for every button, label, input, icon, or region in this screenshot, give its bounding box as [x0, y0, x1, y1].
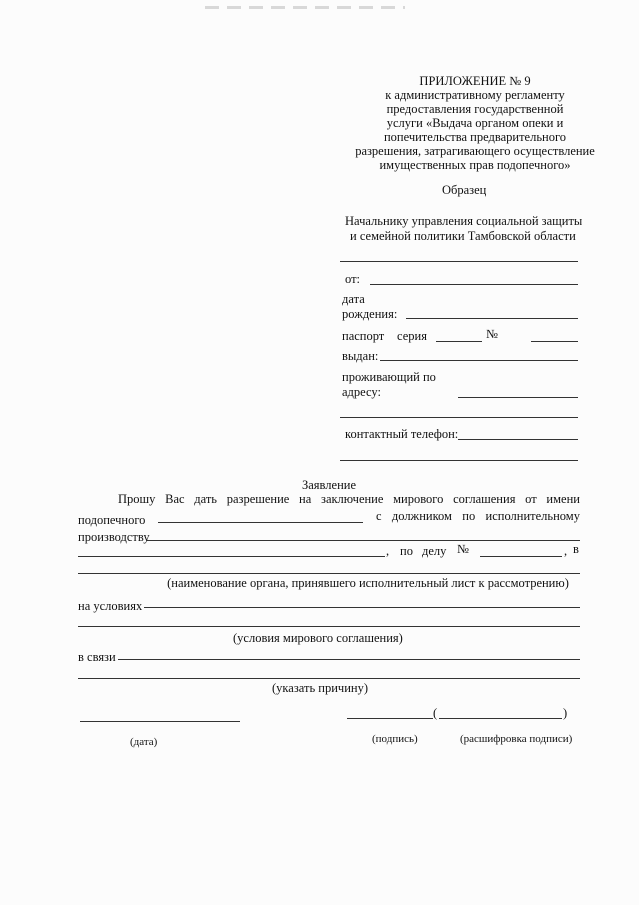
in-label: в — [573, 542, 579, 556]
close-paren: ) — [563, 706, 568, 720]
body-name-hint: (наименование органа, принявшего исполнительный лист к рассмотрению) — [167, 576, 569, 590]
statement-row-1 — [118, 492, 580, 506]
word: исполнительному — [485, 509, 580, 523]
case-number-label: № — [457, 542, 469, 556]
word: на — [299, 492, 312, 506]
date-hint: (дата) — [130, 736, 158, 748]
signature-field[interactable] — [347, 718, 433, 719]
issued-field[interactable] — [380, 360, 578, 361]
ward-field[interactable] — [158, 522, 363, 523]
word: дать — [194, 492, 217, 506]
from-field[interactable] — [370, 284, 578, 285]
appendix-line: услуги «Выдача органом опеки и — [386, 116, 564, 130]
appendix-block — [340, 74, 610, 172]
scan-artifact — [205, 6, 405, 9]
birth-date-label-1: дата — [342, 292, 365, 306]
signature-decoding-field[interactable] — [439, 718, 562, 719]
residing-label-2: адресу: — [342, 385, 381, 399]
address-field[interactable] — [458, 397, 578, 398]
conditions-field[interactable] — [144, 607, 580, 608]
word: имени — [546, 492, 580, 506]
reason-field-2[interactable] — [78, 678, 580, 679]
from-label: от: — [345, 272, 361, 286]
open-paren: ( — [433, 706, 438, 720]
sample-label: Образец — [442, 183, 487, 197]
case-label: по — [400, 544, 413, 558]
extra-blank-line[interactable] — [340, 460, 578, 461]
case-prefix-field[interactable] — [78, 556, 385, 557]
appendix-line: разрешения, затрагивающего осуществление — [355, 144, 595, 158]
appendix-line: предоставления государственной — [386, 102, 564, 116]
conditions-field-2[interactable] — [78, 626, 580, 627]
due-to-label: в связи — [78, 650, 116, 664]
date-field[interactable] — [80, 721, 240, 722]
passport-label: паспорт — [342, 329, 385, 343]
case-comma: , — [386, 544, 390, 558]
statement-row-2 — [376, 509, 580, 523]
passport-series-field[interactable] — [436, 341, 482, 342]
word: заключение — [321, 492, 384, 506]
reason-hint: (указать причину) — [272, 681, 369, 695]
conditions-label: на условиях — [78, 599, 143, 613]
word: мирового — [393, 492, 444, 506]
phone-field[interactable] — [458, 439, 578, 440]
appendix-title: ПРИЛОЖЕНИЕ № 9 — [419, 74, 531, 88]
word: Прошу — [118, 492, 156, 506]
word: разрешение — [226, 492, 290, 506]
signature-hint: (подпись) — [372, 733, 418, 745]
reason-field[interactable] — [118, 659, 580, 660]
issued-label: выдан: — [342, 349, 379, 363]
production-label: производству — [78, 530, 150, 544]
addressee-line-1: Начальнику управления социальной защиты — [345, 214, 583, 228]
production-field[interactable] — [146, 540, 580, 541]
case-comma-2: , — [564, 544, 568, 558]
decoding-hint: (расшифровка подписи) — [460, 733, 573, 745]
word: с — [376, 509, 382, 523]
appendix-line: имущественных прав подопечного» — [379, 158, 571, 172]
addressee-blank-line[interactable] — [340, 261, 578, 262]
addressee-line-2: и семейной политики Тамбовской области — [350, 229, 576, 243]
number-label: № — [486, 327, 498, 341]
word: от — [525, 492, 537, 506]
birth-date-label-2: рождения: — [342, 307, 398, 321]
case-word: делу — [422, 544, 447, 558]
appendix-line: попечительства предварительного — [383, 130, 567, 144]
word: по — [462, 509, 476, 523]
series-label: серия — [397, 329, 427, 343]
case-number-field[interactable] — [480, 556, 562, 557]
address-field-2[interactable] — [340, 417, 578, 418]
word: Вас — [165, 492, 185, 506]
conditions-hint: (условия мирового соглашения) — [233, 631, 403, 645]
passport-number-field[interactable] — [531, 341, 578, 342]
word: должником — [391, 509, 452, 523]
birth-date-field[interactable] — [406, 318, 578, 319]
ward-label: подопечного — [78, 513, 146, 527]
body-name-field[interactable] — [78, 573, 580, 574]
residing-label-1: проживающий по — [342, 370, 436, 384]
appendix-line: к административному регламенту — [385, 88, 565, 102]
word: соглашения — [453, 492, 516, 506]
statement-title: Заявление — [302, 478, 357, 492]
phone-label: контактный телефон: — [345, 427, 459, 441]
